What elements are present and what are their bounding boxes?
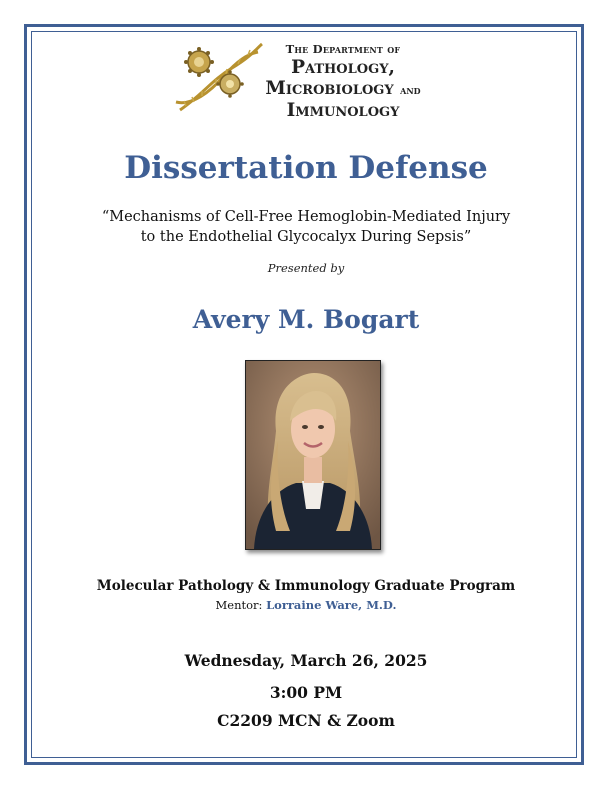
department-line-3-and: and xyxy=(400,84,421,97)
department-line-1: The Department of xyxy=(285,42,401,56)
presenter-name: Avery M. Bogart xyxy=(192,305,420,334)
dna-helix-logo-icon xyxy=(172,40,266,116)
event-time: 3:00 PM xyxy=(269,683,343,702)
mentor-line xyxy=(0,598,612,612)
presented-by-label: Presented by xyxy=(267,261,345,275)
dissertation-title-line-1: “Mechanisms of Cell-Free Hemoglobin-Mediated Injury xyxy=(101,209,511,225)
event-date: Wednesday, March 26, 2025 xyxy=(184,651,428,670)
mentor-name: Lorraine Ware, M.D. xyxy=(266,598,397,612)
department-line-2: Pathology, xyxy=(291,56,395,78)
department-line-3-main: Microbiology xyxy=(265,78,394,99)
dissertation-title xyxy=(0,207,612,247)
event-location: C2209 MCN & Zoom xyxy=(217,711,395,730)
dissertation-title-line-2: to the Endothelial Glycocalyx During Sepsis” xyxy=(140,229,472,245)
mentor-label: Mentor: xyxy=(215,598,263,612)
department-line-4: Immunology xyxy=(286,99,400,121)
event-title: Dissertation Defense xyxy=(124,150,488,186)
graduate-program: Molecular Pathology & Immunology Graduate Program xyxy=(96,578,516,594)
presenter-portrait-photo xyxy=(245,360,381,550)
department-line-3 xyxy=(258,80,428,99)
department-name xyxy=(258,44,428,120)
